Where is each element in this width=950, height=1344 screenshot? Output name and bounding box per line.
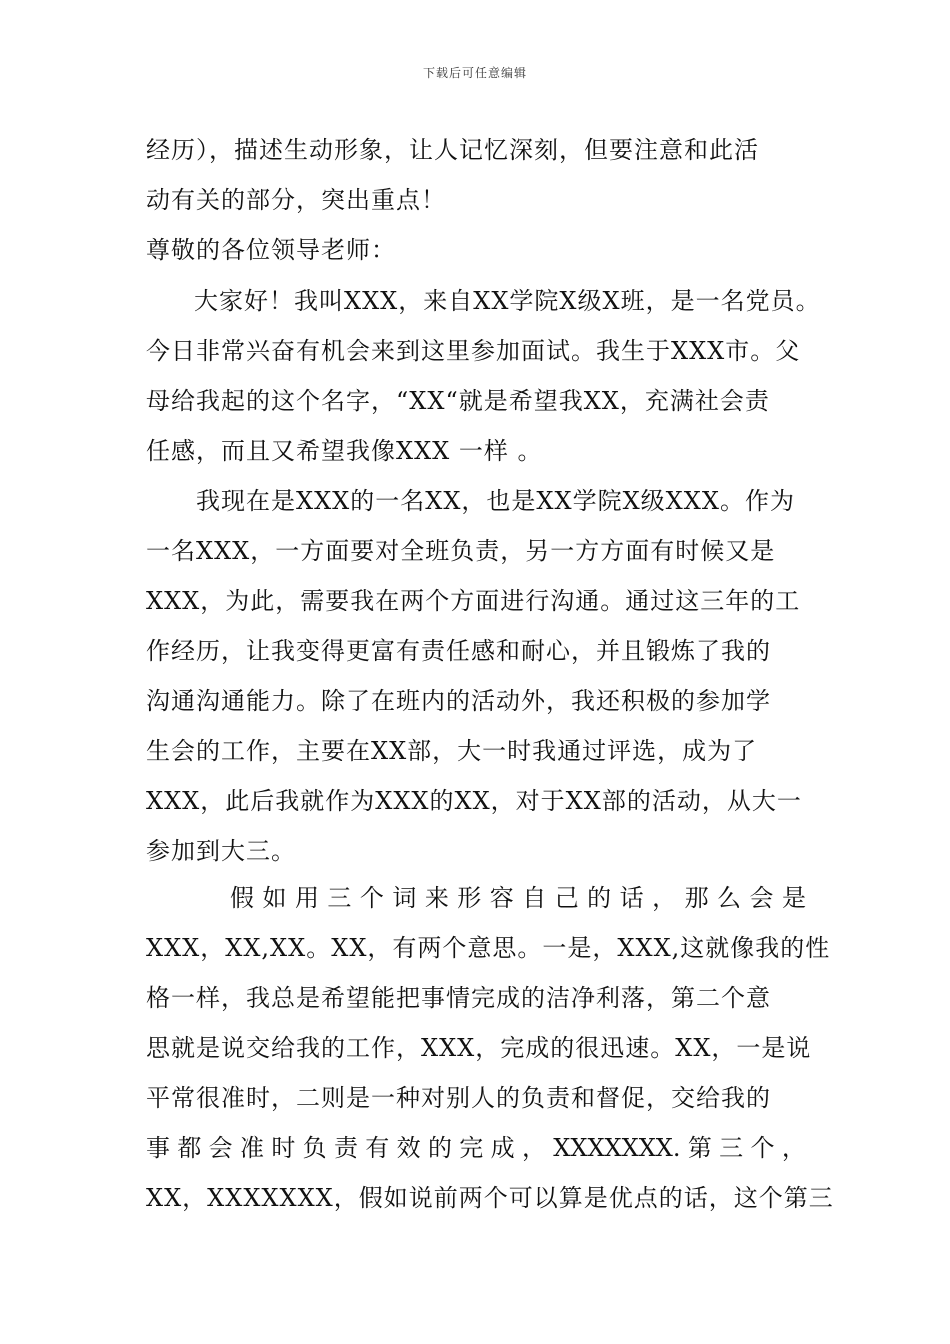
text-glyph: 形 (457, 884, 482, 912)
text-line: 思就是说交给我的工作，XXX，完成的很迅速。XX，一是说 (146, 1034, 812, 1062)
text-glyph: 负 (302, 1134, 327, 1162)
text-line-justified (230, 882, 806, 914)
text-line: XXX，为此，需要我在两个方面进行沟通。通过这三年的工 (146, 587, 801, 615)
text-glyph: 成 (490, 1134, 515, 1162)
text-glyph: 如 (262, 884, 287, 912)
text-glyph: 责 (333, 1134, 358, 1162)
text-glyph: 来 (424, 884, 449, 912)
text-glyph: 词 (392, 884, 417, 912)
text-glyph: 是 (781, 884, 806, 912)
text-line: 任感，而且又希望我像XXX 一样 。 (146, 437, 543, 465)
text-glyph: 假 (230, 884, 254, 912)
text-line: 平常很准时，二则是一种对别人的负责和督促，交给我的 (146, 1084, 771, 1112)
text-line: 大家好！我叫XXX，来自XX学院X级X班，是一名党员。 (194, 287, 821, 315)
text-line: 格一样，我总是希望能把事情完成的洁净利落，第二个意 (146, 984, 771, 1012)
text-glyph: 都 (177, 1134, 202, 1162)
text-glyph: 事 (146, 1134, 170, 1162)
text-glyph: 三 (719, 1134, 744, 1162)
text-line: 作经历，让我变得更富有责任感和耐心，并且锻炼了我的 (146, 637, 771, 665)
text-glyph: 三 (327, 884, 352, 912)
text-glyph: 容 (489, 884, 514, 912)
text-line: 我现在是XXX的一名XX，也是XX学院X级XXX。作为 (196, 487, 795, 515)
text-glyph: 自 (522, 884, 547, 912)
text-glyph: ， (652, 884, 677, 912)
text-line: XXX，此后我就作为XXX的XX，对于XX部的活动，从大一 (146, 787, 802, 815)
text-glyph: 那 (684, 884, 709, 912)
text-glyph: 时 (271, 1134, 296, 1162)
text-glyph: 完 (459, 1134, 484, 1162)
text-glyph: XXXXXXX. (553, 1134, 681, 1162)
salutation: 尊敬的各位领导老师： (146, 236, 396, 264)
text-line: XX，XXXXXXX，假如说前两个可以算是优点的话，这个第三 (146, 1184, 834, 1212)
text-glyph: 效 (396, 1134, 421, 1162)
text-glyph: 准 (239, 1134, 264, 1162)
text-line: XXX，XX,XX。XX，有两个意思。一是，XXX,这就像我的性 (146, 934, 831, 962)
text-glyph: 会 (749, 884, 774, 912)
text-line: 今日非常兴奋有机会来到这里参加面试。我生于XXX市。父 (146, 337, 801, 365)
text-glyph: ， (521, 1134, 546, 1162)
text-line: 母给我起的这个名字，“XX“就是希望我XX，充满社会责 (146, 387, 770, 415)
text-glyph: 的 (587, 884, 612, 912)
text-glyph: ， (781, 1134, 806, 1162)
text-glyph: 话 (619, 884, 644, 912)
text-glyph: 用 (294, 884, 319, 912)
text-line-justified (146, 1132, 806, 1164)
text-line: 动有关的部分，突出重点！ (146, 186, 446, 214)
text-glyph: 个 (359, 884, 384, 912)
text-glyph: 第 (687, 1134, 712, 1162)
text-line: 生会的工作，主要在XX部，大一时我通过评选，成为了 (146, 737, 758, 765)
text-line: 参加到大三。 (146, 837, 296, 865)
text-glyph: 会 (208, 1134, 233, 1162)
text-line: 一名XXX，一方面要对全班负责，另一方方面有时候又是 (146, 537, 776, 565)
text-glyph: 有 (365, 1134, 390, 1162)
text-line: 沟通沟通能力。除了在班内的活动外，我还积极的参加学 (146, 687, 771, 715)
page-header: 下载后可任意编辑 (422, 66, 527, 80)
text-line: 经历），描述生动形象，让人记忆深刻，但要注意和此活 (146, 136, 759, 164)
text-glyph: 己 (554, 884, 579, 912)
text-glyph: 个 (750, 1134, 775, 1162)
text-glyph: 的 (427, 1134, 452, 1162)
text-glyph: 么 (717, 884, 742, 912)
